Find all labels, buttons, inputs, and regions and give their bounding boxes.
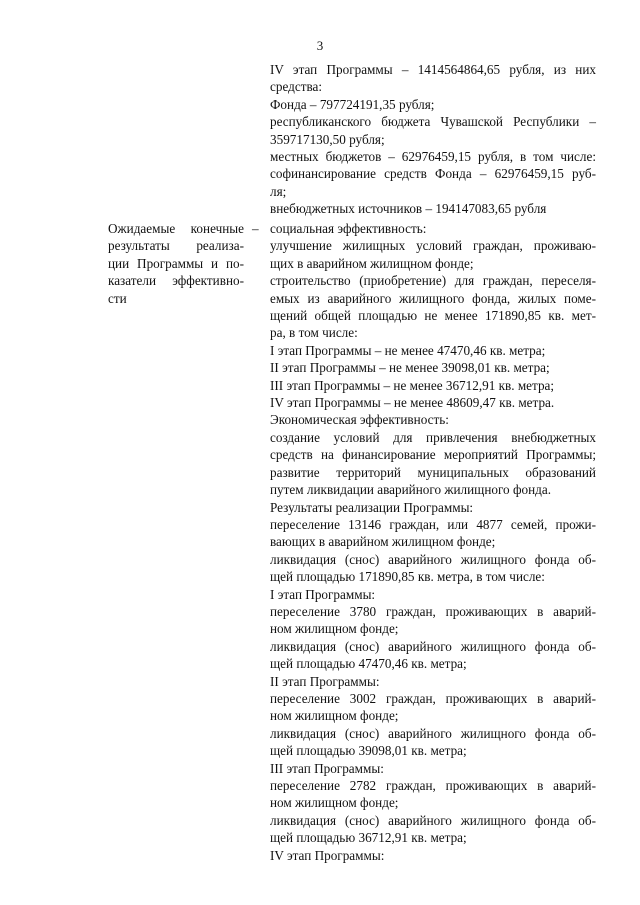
result-line: II этап Программы – не менее 39098,01 кв. метра; [270, 360, 550, 376]
result-line: щих в аварийном жилищном фонде; [270, 255, 474, 271]
result-line: путем ликвидации аварийного жилищного фонда. [270, 482, 551, 498]
financing-line: средства: [270, 79, 323, 95]
result-line: ном жилищном фонде; [270, 621, 399, 637]
result-line: III этап Программы: [270, 760, 384, 776]
result-line: щей площадью 47470,46 кв. метра; [270, 656, 467, 672]
financing-line: ля; [270, 183, 287, 199]
result-line: переселение 3002 граждан, проживающих в аварий- [270, 690, 596, 706]
result-line: ликвидация (снос) аварийного жилищного фонда об- [270, 638, 596, 654]
result-line: Результаты реализации Программы: [270, 499, 474, 515]
section-label-line: Ожидаемые конечные [108, 221, 244, 236]
result-line: III этап Программы – не менее 36712,91 кв. метра; [270, 377, 555, 393]
result-line: щей площадью 36712,91 кв. метра; [270, 830, 467, 846]
page-number: 3 [316, 38, 324, 53]
result-line: IV этап Программы: [270, 847, 385, 863]
section-label-line: казатели эффективно- [108, 273, 244, 289]
result-line: I этап Программы: [270, 586, 376, 602]
result-line: переселение 13146 граждан, или 4877 семей, прожи- [270, 516, 596, 532]
section-label-line: результаты реализа- [108, 238, 244, 254]
result-line: развитие территорий муниципальных образований [270, 464, 596, 480]
result-line: социальная эффективность: [270, 221, 427, 236]
result-line: ликвидация (снос) аварийного жилищного фонда об- [270, 812, 596, 828]
financing-line: 359717130,50 рубля; [270, 131, 385, 147]
result-line: емых из аварийного жилищного фонда, жилых поме- [270, 290, 596, 306]
result-line: улучшение жилищных условий граждан, проживаю- [270, 238, 596, 254]
section-label-line: сти [108, 290, 127, 306]
result-line: ликвидация (снос) аварийного жилищного фонда об- [270, 551, 596, 567]
financing-line: местных бюджетов – 62976459,15 рубля, в том числе: [270, 149, 596, 165]
financing-line: софинансирование средств Фонда – 62976459,15 руб- [270, 166, 596, 182]
section-label-expected-results [108, 220, 244, 307]
result-line: ра, в том числе: [270, 325, 358, 341]
result-line: ном жилищном фонде; [270, 795, 399, 811]
result-line: II этап Программы: [270, 673, 380, 689]
result-line: создание условий для привлечения внебюджетных [270, 429, 596, 445]
result-line: щей площадью 171890,85 кв. метра, в том числе: [270, 569, 545, 585]
result-line: строительство (приобретение) для граждан, переселя- [270, 273, 596, 289]
result-line: щений общей площадью не менее 171890,85 кв. мет- [270, 308, 596, 324]
result-line: I этап Программы – не менее 47470,46 кв. метра; [270, 342, 546, 358]
stage4-financing-text [270, 61, 596, 218]
financing-line: Фонда – 797724191,35 рубля; [270, 96, 435, 112]
result-line: переселение 2782 граждан, проживающих в аварий- [270, 778, 596, 793]
result-line: переселение 3780 граждан, проживающих в аварий- [270, 603, 596, 619]
result-line: ном жилищном фонде; [270, 708, 399, 724]
result-line: IV этап Программы – не менее 48609,47 кв. метра. [270, 395, 555, 411]
result-line: щей площадью 39098,01 кв. метра; [270, 743, 467, 759]
result-line: ликвидация (снос) аварийного жилищного фонда об- [270, 725, 596, 741]
section-dash: – [252, 221, 259, 236]
result-line: средств на финансирование мероприятий Программы; [270, 447, 596, 463]
result-line: вающих в аварийном жилищном фонде; [270, 534, 496, 550]
financing-line: республиканского бюджета Чувашской Республики – [270, 114, 596, 130]
section-label-line: ции Программы и по- [108, 255, 244, 271]
financing-line: внебюджетных источников – 194147083,65 рубля [270, 201, 547, 217]
result-line: Экономическая эффективность: [270, 412, 449, 428]
expected-results-text [270, 220, 596, 864]
financing-line: IV этап Программы – 1414564864,65 рубля, из них [270, 62, 596, 77]
